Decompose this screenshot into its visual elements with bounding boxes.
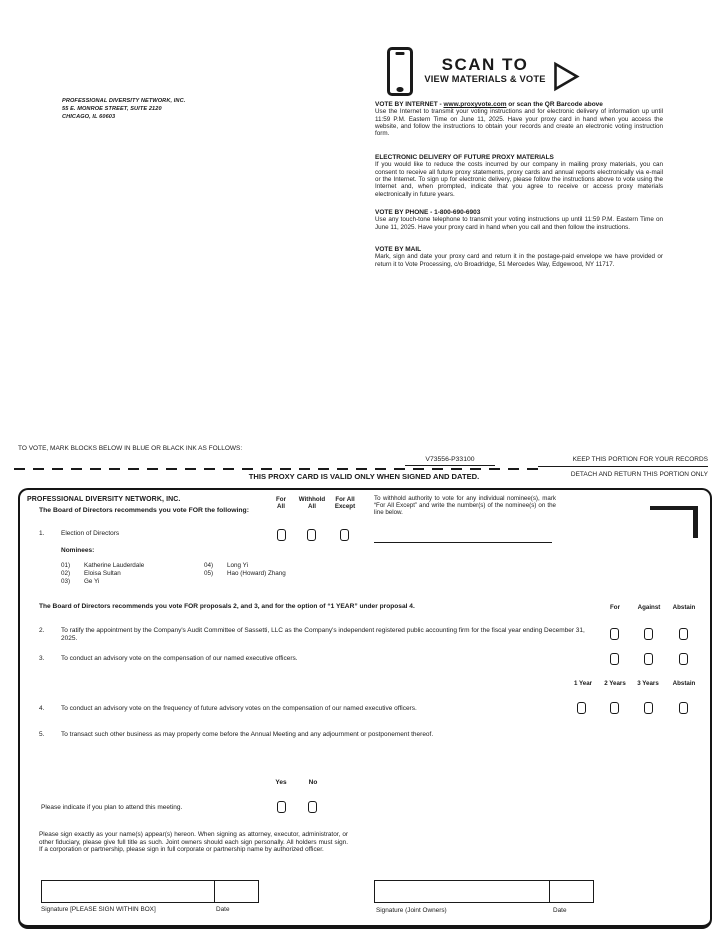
sender-street: 55 E. MONROE STREET, SUITE 2120 xyxy=(62,106,162,112)
checkbox-p4-1-year[interactable] xyxy=(577,702,586,714)
electronic-delivery-section xyxy=(375,154,663,198)
checkbox-attend-yes[interactable] xyxy=(277,801,286,813)
proposal-1-number: 1. xyxy=(39,530,45,537)
nominee-02 xyxy=(61,570,121,577)
date-field-joint[interactable] xyxy=(550,881,593,902)
board-recommendation-1: The Board of Directors recommends you vote FOR the following: xyxy=(39,507,249,514)
nominee-02-number: 02) xyxy=(61,570,71,577)
checkbox-p3-abstain[interactable] xyxy=(679,653,688,665)
vote-by-mail-title: VOTE BY MAIL xyxy=(375,246,422,253)
nominee-01-number: 01) xyxy=(61,562,71,569)
proposal-4-number: 4. xyxy=(39,705,45,712)
proposal-3-text: To conduct an advisory vote on the compensation of our named executive officers. xyxy=(61,655,298,662)
nominee-04-name: Long Yi xyxy=(227,562,249,569)
detach-dashed-line xyxy=(14,468,545,470)
date-primary-label: Date xyxy=(216,906,230,913)
for-all-except-write-in-line[interactable] xyxy=(374,542,552,543)
signature-box-primary[interactable] xyxy=(41,880,259,903)
checkbox-p3-against[interactable] xyxy=(644,653,653,665)
proposal-2-text: To ratify the appointment by the Company's Audit Committee of Sassetti, LLC as the Company's independent registered public accounting firm for the fiscal year ending December 31, 2025. xyxy=(61,627,585,642)
checkbox-p1-for-all[interactable] xyxy=(277,529,286,541)
signature-instructions: Please sign exactly as your name(s) appear(s) hereon. When signing as attorney, executor, administrator, or other fiduciary, please give full title as such. Joint owners should each sign personally. All holders must sign. If a corporation or partnership, please sign in full corporate or partnership name by authorized officer. xyxy=(39,831,348,854)
nominees-label: Nominees: xyxy=(61,547,95,554)
nominee-04-number: 04) xyxy=(204,562,214,569)
proxyvote-url: www.proxyvote.com xyxy=(443,101,507,108)
nominee-01 xyxy=(61,562,144,569)
checkbox-p1-withhold-all[interactable] xyxy=(307,529,316,541)
checkbox-p4-abstain[interactable] xyxy=(679,702,688,714)
column-header-1-year: 1 Year xyxy=(573,680,593,687)
checkbox-p2-abstain[interactable] xyxy=(679,628,688,640)
vote-by-internet-title-suffix: or scan the QR Barcode above xyxy=(506,101,603,108)
vote-by-internet-body: Use the Internet to transmit your voting instructions and for electronic delivery of information up until 11:59 P.M. Eastern Time on June 11, 2025. Have your proxy card in hand when you access the website, and follow the instructions to obtain your records and create an electronic voting instruction form. xyxy=(375,108,663,138)
column-header-3-years: 3 Years xyxy=(637,680,659,687)
checkbox-p2-against[interactable] xyxy=(644,628,653,640)
sender-city: CHICAGO, IL 60603 xyxy=(62,114,116,120)
sender-address-block xyxy=(62,97,185,121)
date-field-primary[interactable] xyxy=(215,881,258,902)
proposal-1-text: Election of Directors xyxy=(61,530,120,537)
mark-blocks-instruction: TO VOTE, MARK BLOCKS BELOW IN BLUE OR BLACK INK AS FOLLOWS: xyxy=(18,445,243,452)
for-all-line1: For xyxy=(276,496,286,503)
vote-by-internet-title xyxy=(375,101,663,108)
column-header-for: For xyxy=(610,604,620,611)
signature-box-joint[interactable] xyxy=(374,880,594,903)
proposal-3-number: 3. xyxy=(39,655,45,662)
scan-to-title: SCAN TO xyxy=(441,55,529,74)
for-all-line2: All xyxy=(277,503,285,510)
vote-by-mail-section xyxy=(375,246,663,268)
signature-field-joint[interactable] xyxy=(375,881,550,902)
keep-portion-note: KEEP THIS PORTION FOR YOUR RECORDS xyxy=(538,456,708,467)
electronic-delivery-body: If you would like to reduce the costs incurred by our company in mailing proxy materials, you can consent to receive all future proxy statements, proxy cards and annual reports electronically via e-mail or the Internet. To sign up for electronic delivery, please follow the instructions above to vote using the Internet and, when prompted, indicate that you agree to receive or access proxy materials electronically in future years. xyxy=(375,161,663,198)
column-header-2-years: 2 Years xyxy=(604,680,626,687)
nominee-03-name: Ge Yi xyxy=(84,578,100,585)
nominee-05-number: 05) xyxy=(204,570,214,577)
control-number: V73556-P33100 xyxy=(405,456,495,466)
withhold-all-line2: All xyxy=(308,503,316,510)
nominee-03 xyxy=(61,578,99,585)
checkbox-p4-2-years[interactable] xyxy=(610,702,619,714)
date-joint-label: Date xyxy=(553,907,567,914)
proposal-4-text: To conduct an advisory vote on the frequency of future advisory votes on the compensation of our named executive officers. xyxy=(61,705,417,712)
for-all-except-line2: Except xyxy=(334,503,356,510)
phone-speaker-bar xyxy=(396,52,405,55)
attend-meeting-text: Please indicate if you plan to attend this meeting. xyxy=(41,804,183,811)
for-all-except-line1: For All xyxy=(335,496,355,503)
column-header-abstain: Abstain xyxy=(672,604,696,611)
withhold-authority-note: To withhold authority to vote for any individual nominee(s), mark “For All Except” and write the number(s) of the nominee(s) on the line below. xyxy=(374,495,556,517)
valid-when-signed-note: THIS PROXY CARD IS VALID ONLY WHEN SIGNED AND DATED. xyxy=(248,472,480,481)
nominee-05 xyxy=(204,570,286,577)
smartphone-icon xyxy=(387,47,413,96)
vote-by-phone-section xyxy=(375,209,663,231)
card-company-name: PROFESSIONAL DIVERSITY NETWORK, INC. xyxy=(27,496,181,503)
column-header-yes: Yes xyxy=(275,779,287,786)
checkbox-p2-for[interactable] xyxy=(610,628,619,640)
electronic-delivery-title: ELECTRONIC DELIVERY OF FUTURE PROXY MATERIALS xyxy=(375,154,554,161)
signature-joint-label: Signature (Joint Owners) xyxy=(376,907,447,914)
checkbox-p3-for[interactable] xyxy=(610,653,619,665)
checkbox-p4-3-years[interactable] xyxy=(644,702,653,714)
nominee-04 xyxy=(204,562,248,569)
vote-by-phone-body: Use any touch-tone telephone to transmit your voting instructions up until 11:59 P.M. Eastern Time on June 11, 2025. Have your proxy card in hand when you call and then follow the instructions. xyxy=(375,216,663,231)
vote-by-mail-body: Mark, sign and date your proxy card and return it in the postage-paid envelope we have provided or return it to Vote Processing, c/o Broadridge, 51 Mercedes Way, Edgewood, NY 11717. xyxy=(375,253,663,268)
board-recommendation-2: The Board of Directors recommends you vote FOR proposals 2, and 3, and for the option of “1 YEAR” under proposal 4. xyxy=(39,603,415,610)
detach-portion-note: DETACH AND RETURN THIS PORTION ONLY xyxy=(570,471,708,478)
vote-by-phone-title: VOTE BY PHONE - 1-800-690-6903 xyxy=(375,209,481,216)
scan-to-subtitle: VIEW MATERIALS & VOTE xyxy=(424,74,546,84)
proxy-ballot-card xyxy=(18,488,712,929)
sender-name: PROFESSIONAL DIVERSITY NETWORK, INC. xyxy=(62,98,186,104)
signature-field-primary[interactable] xyxy=(42,881,215,902)
nominee-05-name: Hao (Howard) Zhang xyxy=(227,570,286,577)
proposal-5-number: 5. xyxy=(39,731,45,738)
scan-to-banner xyxy=(418,56,552,84)
vote-by-internet-section xyxy=(375,101,663,138)
column-header-for-all-except xyxy=(325,496,365,510)
column-header-against: Against xyxy=(637,604,661,611)
checkbox-p1-for-all-except[interactable] xyxy=(340,529,349,541)
checkbox-attend-no[interactable] xyxy=(308,801,317,813)
column-header-no: No xyxy=(308,779,318,786)
nominee-02-name: Eloisa Sultan xyxy=(84,570,121,577)
arrow-right-icon xyxy=(553,61,580,92)
withhold-all-line1: Withhold xyxy=(298,496,326,503)
nominee-01-name: Katherine Lauderdale xyxy=(84,562,145,569)
vote-by-internet-title-prefix: VOTE BY INTERNET - xyxy=(375,101,444,108)
column-header-abstain-2: Abstain xyxy=(672,680,696,687)
corner-bracket-mark xyxy=(650,506,698,538)
signature-primary-label: Signature [PLEASE SIGN WITHIN BOX] xyxy=(41,906,156,913)
phone-home-button xyxy=(397,87,404,92)
proposal-2-number: 2. xyxy=(39,627,45,634)
nominee-03-number: 03) xyxy=(61,578,71,585)
proposal-5-text: To transact such other business as may properly come before the Annual Meeting and any adjournment or postponement thereof. xyxy=(61,731,434,738)
